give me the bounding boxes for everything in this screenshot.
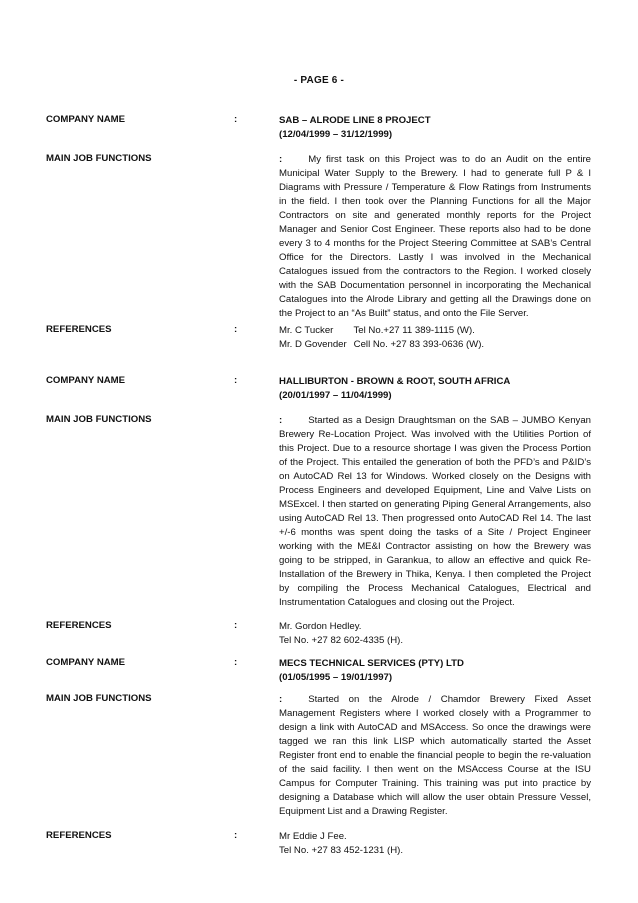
references-label: REFERENCES — [46, 830, 112, 841]
reference-line — [279, 324, 591, 338]
colon: : — [234, 657, 238, 668]
reference-name: Mr. D Govender — [279, 339, 347, 350]
reference-name: Mr Eddie J Fee. — [279, 831, 347, 842]
reference-contact: Tel No. +27 83 452-1231 (H). — [279, 845, 403, 856]
main-job-functions-label: MAIN JOB FUNCTIONS — [46, 693, 152, 704]
job-functions-text — [279, 414, 591, 610]
job-functions-body: Started as a Design Draughtsman on the SAB – JUMBO Kenyan Brewery Re-Location Project. Was involved with the Utilities Portion of this Project. Due to a resource shortage I was given the Process Portion of the Project. This entailed the generation of both the PFD’s and P&ID’s on AutoCAD Rel 13 for Windows. Worked closely on the Designs with Process Engineers and developed Equipment, Line and Valve Lists on MSExcel. I then started on generating Piping General Arrangements, also using AutoCAD Rel 13. Then progressed onto AutoCAD Rel 14. The last +/-6 months was spent doing the tasks of a Site / Project Engineer working with the ME&I Contractor assisting on how the Brewery was going to be stripped, in Garankua, to allow an effective and quick Re-Installation of the Brewery in Thika, Kenya. I then completed the Project by compiling the Process Mechanical Catalogues, Electrical and Instrumentation Catalogues and closing out the Project. — [279, 415, 591, 608]
company-name-label: COMPANY NAME — [46, 114, 126, 125]
colon: : — [234, 114, 238, 125]
page-header: - PAGE 6 - — [293, 75, 345, 86]
colon: : — [234, 830, 238, 841]
reference-name: Mr. Gordon Hedley. — [279, 621, 362, 632]
reference-contact: Tel No.+27 11 389-1115 (W). — [353, 325, 475, 336]
company-period: (20/01/1997 – 11/04/1999) — [279, 390, 392, 401]
company-name-value — [279, 114, 591, 142]
company-period: (01/05/1995 – 19/01/1997) — [279, 672, 393, 683]
colon: : — [234, 324, 238, 335]
colon: : — [279, 415, 283, 426]
company-title: HALLIBURTON - BROWN & ROOT, SOUTH AFRICA — [279, 376, 511, 387]
job-functions-text — [279, 693, 591, 819]
colon: : — [234, 620, 238, 631]
job-functions-body: Started on the Alrode / Chamdor Brewery Fixed Asset Management Registers where I worked closely with a Programmer to design a link with AutoCAD and MSAccess. So once the drawings were tagged we ran this link LISP which automatically started the Asset Register front end to enable the financial people to begin the re-valuation of the said facility. I then went on the MSAccess Course at the ISU Campus for Computer Training. This training was put into practice by designing a Database which will allow the user obtain Pressure Vessel, Equipment List and a Drawing Register. — [279, 694, 591, 817]
reference-contact: Cell No. +27 83 393-0636 (W). — [353, 339, 485, 350]
references-value — [279, 324, 591, 352]
reference-line — [279, 338, 591, 352]
colon: : — [279, 694, 283, 705]
job-functions-text — [279, 153, 591, 321]
colon: : — [234, 375, 238, 386]
references-label: REFERENCES — [46, 620, 112, 631]
references-value — [279, 620, 591, 648]
reference-name: Mr. C Tucker — [279, 325, 334, 336]
job-functions-body: My first task on this Project was to do an Audit on the entire Municipal Water Supply to the Brewery. I had to generate full P & I Diagrams with Pressure / Temperature & Flow Ratings from Instruments in the field. I then took over the Planning Functions for all the Major Contractors on site and generated monthly reports for the Project Manager and Senior Cost Engineer. These reports also had to be done every 3 to 4 months for the Project Steering Committee at SAB’s Central Office for the Directors. Lastly I was involved in the Mechanical Catalogues issued from the contractors to the Region. I worked closely with the SAB Documentation personnel in incorporating the Mechanical Catalogues into the Alrode Library and getting all the Drawings done on the Project to an “As Built” status, and onto the File Server. — [279, 154, 591, 319]
company-name-value — [279, 657, 591, 685]
company-name-label: COMPANY NAME — [46, 657, 126, 668]
reference-contact: Tel No. +27 82 602-4335 (H). — [279, 635, 403, 646]
company-name-label: COMPANY NAME — [46, 375, 126, 386]
company-name-value — [279, 375, 591, 403]
references-label: REFERENCES — [46, 324, 112, 335]
main-job-functions-label: MAIN JOB FUNCTIONS — [46, 414, 152, 425]
company-title: SAB – ALRODE LINE 8 PROJECT — [279, 115, 431, 126]
main-job-functions-label: MAIN JOB FUNCTIONS — [46, 153, 152, 164]
company-period: (12/04/1999 – 31/12/1999) — [279, 129, 393, 140]
colon: : — [279, 154, 283, 165]
references-value — [279, 830, 591, 858]
company-title: MECS TECHNICAL SERVICES (PTY) LTD — [279, 658, 464, 669]
